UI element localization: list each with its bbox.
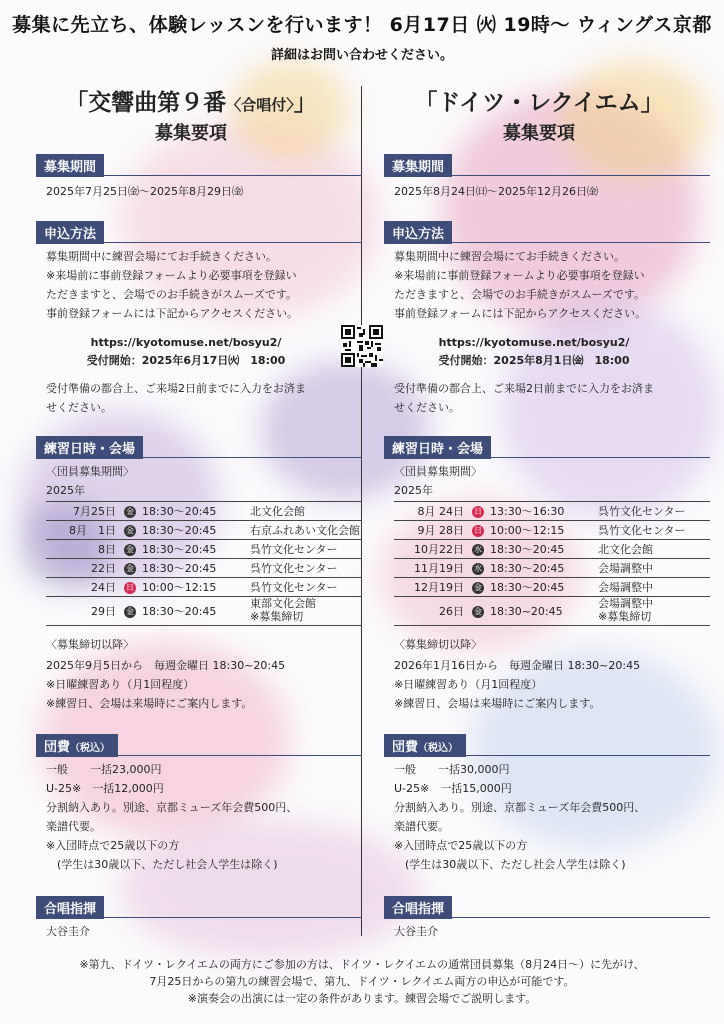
schedule-date: 11月19日 [394, 559, 470, 578]
conductor-heading: 合唱指揮 [36, 896, 104, 919]
note-line: 受付準備の都合上、ご来場2日前までに入力をお済ま [46, 382, 306, 395]
fee-line: ※入団時点で25歳以下の方 [394, 839, 528, 852]
schedule-weekday [470, 540, 488, 559]
period-text: 2025年7月25日㈮～2025年8月29日㈮ [46, 185, 243, 198]
weekday-badge: 金 [126, 564, 134, 573]
after-line: ※練習日、会場は来場時にご案内します。 [46, 697, 253, 710]
schedule-row [46, 521, 362, 540]
schedule-time: 18:30～20:45 [140, 559, 248, 578]
schedule-weekday [122, 597, 140, 626]
schedule-row [394, 559, 710, 578]
apply-heading: 申込方法 [36, 221, 104, 244]
weekday-badge: 日 [126, 583, 134, 592]
schedule-row [46, 597, 362, 626]
schedule-time: 18:30～20:45 [488, 540, 596, 559]
footer-note: ※演奏会の出演には一定の条件があります。練習会場でご説明します。 [187, 992, 537, 1005]
schedule-time: 10:00～12:15 [140, 578, 248, 597]
schedule-date: 24日 [46, 578, 122, 597]
registration-open: 受付開始：2025年8月1日㈮ 18:00 [438, 354, 630, 367]
fee-heading-row [36, 734, 362, 756]
schedule-weekday [122, 521, 140, 540]
registration-open: 受付開始：2025年6月17日㈫ 18:00 [86, 354, 286, 367]
symphony9-column [36, 84, 360, 938]
schedule-time: 18:30～20:45 [488, 559, 596, 578]
schedule-weekday [122, 578, 140, 597]
schedule-venue: 右京ふれあい文化会館 [248, 521, 362, 540]
schedule-heading-row [36, 436, 362, 458]
schedule-time: 18:30～20:45 [488, 578, 596, 597]
weekday-badge: 金 [474, 607, 482, 616]
fee-line: (学生は30歳以下、ただし社会人学生は除く) [46, 858, 278, 871]
schedule-venue: 北文化会館 [596, 540, 710, 559]
after-line: ※練習日、会場は来場時にご案内します。 [394, 697, 601, 710]
conductor-name: 大谷圭介 [46, 925, 90, 938]
schedule-venue: 呉竹文化センター [248, 559, 362, 578]
footer-note: ※第九、ドイツ・レクイエムの両方にご参加の方は、ドイツ・レクイエムの通常団員募集（8月24日～）に先がけ、 [79, 958, 645, 971]
apply-line: 募集期間中に練習会場にてお手続きください。 [394, 250, 625, 263]
registration-url[interactable]: https://kyotomuse.net/bosyu2/ [438, 336, 630, 349]
schedule-date: 8月 1日 [46, 521, 122, 540]
fee-line: U-25※ 一括15,000円 [394, 782, 512, 795]
apply-line: 募集期間中に練習会場にてお手続きください。 [46, 250, 277, 263]
schedule-venue: 会場調整中 ※募集締切 [596, 597, 710, 626]
footer-note: 7月25日からの第九の練習会場で、第九、ドイツ・レクイエム両方の申込が可能です。 [149, 975, 575, 988]
schedule-weekday [470, 559, 488, 578]
schedule-label: 〈団員募集期間〉 [46, 465, 134, 478]
schedule-year: 2025年 [394, 484, 433, 497]
conductor-heading-row [36, 896, 362, 918]
requiem-title: 「ドイツ・レクイエム」 [414, 90, 664, 116]
schedule-row [394, 597, 710, 626]
schedule-time: 10:00～12:15 [488, 521, 596, 540]
deadline-note: ※募集締切 [598, 610, 652, 623]
schedule-table [394, 501, 710, 626]
conductor-heading: 合唱指揮 [384, 896, 452, 919]
period-heading-row [384, 154, 710, 176]
schedule-time: 18:30~20:45 [488, 597, 596, 626]
schedule-row [394, 540, 710, 559]
schedule-date: 12月19日 [394, 578, 470, 597]
weekday-badge: 金 [474, 583, 482, 592]
fee-line: 分割納入あり。別途、京都ミューズ年会費500円、 [394, 801, 646, 814]
weekday-badge: 金 [126, 607, 134, 616]
symphony9-subtitle: 募集要項 [155, 123, 227, 144]
apply-heading-row [36, 221, 362, 243]
schedule-venue: 呉竹文化センター [596, 521, 710, 540]
schedule-date: 8月 24日 [394, 502, 470, 521]
weekday-badge: 水 [474, 564, 482, 573]
fee-line: 楽譜代要。 [394, 820, 449, 833]
conductor-heading-row [384, 896, 710, 918]
schedule-venue: 北文化会館 [248, 502, 362, 521]
schedule-row [394, 578, 710, 597]
schedule-venue: 東部文化会館 ※募集締切 [248, 597, 362, 626]
schedule-heading-row [384, 436, 710, 458]
schedule-heading: 練習日時・会場 [36, 436, 143, 459]
schedule-date: 22日 [46, 559, 122, 578]
schedule-row [46, 540, 362, 559]
apply-heading: 申込方法 [384, 221, 452, 244]
apply-line: 事前登録フォームには下記からアクセスください。 [46, 307, 299, 320]
schedule-date: 9月 28日 [394, 521, 470, 540]
schedule-venue: 会場調整中 [596, 559, 710, 578]
schedule-weekday [122, 540, 140, 559]
schedule-weekday [470, 578, 488, 597]
schedule-time: 13:30～16:30 [488, 502, 596, 521]
fee-line: 楽譜代要。 [46, 820, 101, 833]
schedule-table [46, 501, 362, 626]
schedule-time: 18:30～20:45 [140, 540, 248, 559]
after-line: ※日曜練習あり（月1回程度） [394, 678, 543, 691]
schedule-weekday [470, 597, 488, 626]
schedule-row [394, 502, 710, 521]
schedule-venue: 呉竹文化センター [596, 502, 710, 521]
schedule-label: 〈団員募集期間〉 [394, 465, 482, 478]
schedule-time: 18:30～20:45 [140, 502, 248, 521]
symphony9-title: 「交響曲第９番〈合唱付〉」 [65, 90, 317, 116]
schedule-heading: 練習日時・会場 [384, 436, 491, 459]
after-label: 〈募集締切以降〉 [46, 638, 134, 651]
apply-line: 事前登録フォームには下記からアクセスください。 [394, 307, 647, 320]
weekday-badge: 金 [126, 526, 134, 535]
weekday-badge: 日 [474, 526, 482, 535]
note-line: 受付準備の都合上、ご来場2日前までに入力をお済ま [394, 382, 654, 395]
schedule-row [46, 502, 362, 521]
schedule-weekday [470, 502, 488, 521]
after-line: ※日曜練習あり（月1回程度） [46, 678, 195, 691]
schedule-venue: 呉竹文化センター [248, 578, 362, 597]
apply-line: ※来場前に事前登録フォームより必要事項を登録い [46, 269, 297, 282]
period-heading: 募集期間 [384, 154, 452, 177]
schedule-venue: 呉竹文化センター [248, 540, 362, 559]
schedule-date: 7月25日 [46, 502, 122, 521]
fee-heading: 団費（税込） [384, 734, 466, 757]
schedule-weekday [470, 521, 488, 540]
schedule-row [46, 578, 362, 597]
inquiry-note: 詳細はお問い合わせください。 [270, 48, 453, 63]
fee-heading-row [384, 734, 710, 756]
period-text: 2025年8月24日㈰～2025年12月26日㈮ [394, 185, 598, 198]
schedule-date: 29日 [46, 597, 122, 626]
apply-heading-row [384, 221, 710, 243]
after-label: 〈募集締切以降〉 [394, 638, 482, 651]
weekday-badge: 日 [474, 507, 482, 516]
after-line: 2025年9月5日から 毎週金曜日 18:30~20:45 [46, 659, 286, 672]
schedule-weekday [122, 559, 140, 578]
weekday-badge: 金 [126, 545, 134, 554]
schedule-venue: 会場調整中 [596, 578, 710, 597]
requiem-column [384, 84, 704, 938]
fee-line: U-25※ 一括12,000円 [46, 782, 164, 795]
weekday-badge: 金 [126, 507, 134, 516]
conductor-name: 大谷圭介 [394, 925, 438, 938]
schedule-date: 10月22日 [394, 540, 470, 559]
requiem-subtitle: 募集要項 [503, 123, 575, 144]
schedule-weekday [122, 502, 140, 521]
schedule-row [46, 559, 362, 578]
registration-url[interactable]: https://kyotomuse.net/bosyu2/ [90, 336, 282, 349]
note-line: せください。 [46, 401, 112, 414]
note-line: せください。 [394, 401, 460, 414]
deadline-note: ※募集締切 [250, 610, 304, 623]
weekday-badge: 水 [474, 545, 482, 554]
schedule-year: 2025年 [46, 484, 85, 497]
fee-line: ※入団時点で25歳以下の方 [46, 839, 180, 852]
apply-line: ※来場前に事前登録フォームより必要事項を登録い [394, 269, 645, 282]
schedule-row [394, 521, 710, 540]
qr-code-icon[interactable] [341, 325, 383, 367]
after-line: 2026年1月16日から 毎週金曜日 18:30~20:45 [394, 659, 641, 672]
fee-line: 一般 一括30,000円 [394, 763, 510, 776]
schedule-time: 18:30～20:45 [140, 597, 248, 626]
period-heading-row [36, 154, 362, 176]
apply-line: ただきますと、会場でのお手続きがスムーズです。 [46, 288, 298, 301]
fee-heading: 団費（税込） [36, 734, 118, 757]
schedule-date: 8日 [46, 540, 122, 559]
period-heading: 募集期間 [36, 154, 104, 177]
schedule-time: 18:30～20:45 [140, 521, 248, 540]
apply-line: ただきますと、会場でのお手続きがスムーズです。 [394, 288, 646, 301]
trial-lesson-banner: 募集に先立ち、体験レッスンを行います！ 6月17日 ㈫ 19時～ ウィングス京都 [12, 14, 712, 36]
fee-line: (学生は30歳以下、ただし社会人学生は除く) [394, 858, 626, 871]
fee-line: 分割納入あり。別途、京都ミューズ年会費500円、 [46, 801, 298, 814]
schedule-date: 26日 [394, 597, 470, 626]
fee-line: 一般 一括23,000円 [46, 763, 162, 776]
